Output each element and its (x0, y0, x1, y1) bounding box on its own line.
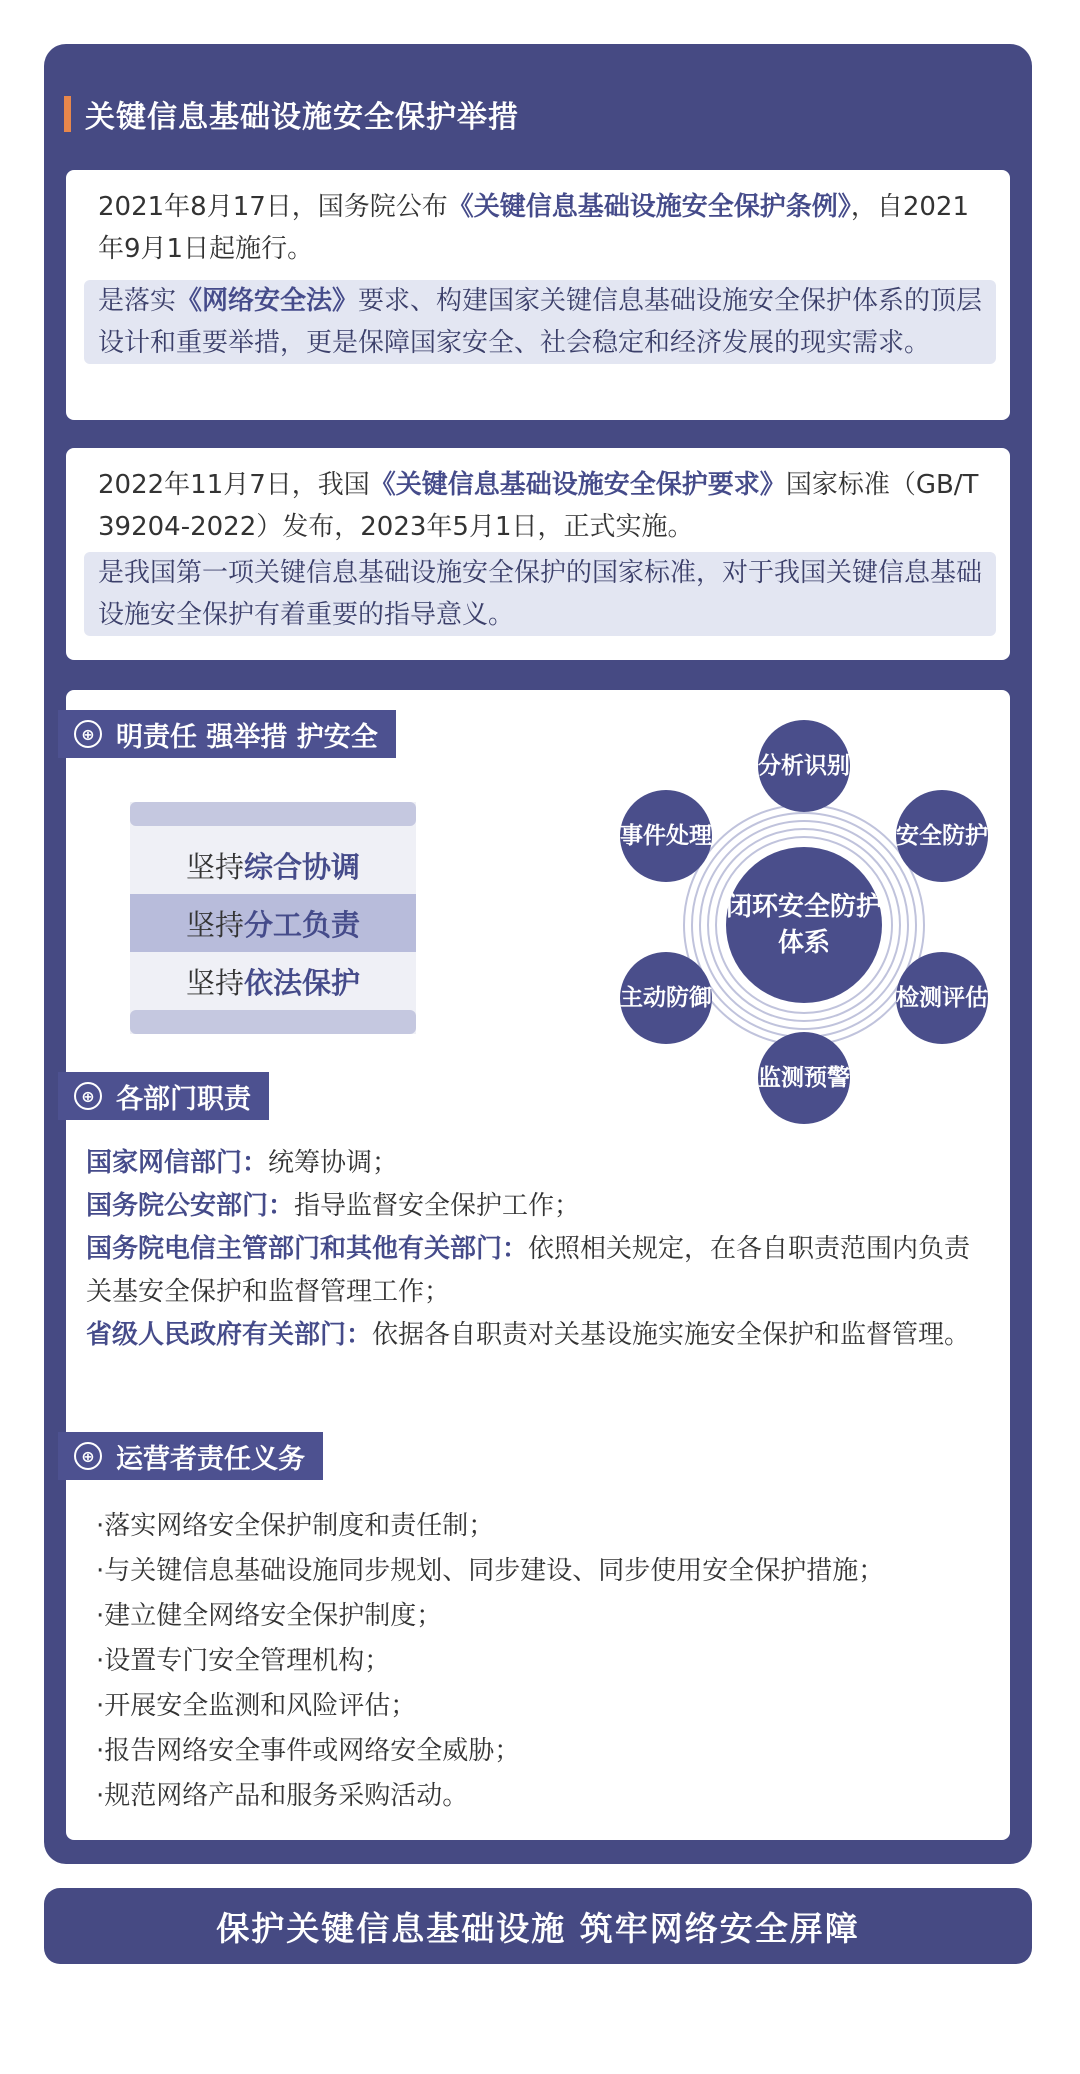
department-name: 国务院电信主管部门和其他有关部门： (86, 1234, 529, 1264)
principle-prefix: 坚持 (185, 965, 244, 1000)
department-duty-text: 指导监督安全保护工作； (294, 1191, 581, 1221)
standard-title: 《关键信息基础设施安全保护要求》 (369, 470, 786, 500)
standard-intro (98, 464, 990, 548)
department-name: 国务院公安部门： (86, 1191, 295, 1221)
list-item: ·落实网络安全保护制度和责任制； (96, 1511, 495, 1541)
list-item: ·建立健全网络安全保护制度； (96, 1601, 443, 1631)
regulation-title: 《关键信息基础设施安全保护条例》 (447, 192, 851, 222)
shield-icon: ⊕ (74, 720, 102, 748)
principle-highlight: 综合协调 (244, 849, 361, 884)
department-duty-text: 依据各自职责对关基设施实施安全保护和监督管理。 (372, 1320, 971, 1350)
principle-item (130, 836, 416, 894)
cycle-node: 监测预警 (758, 1032, 850, 1124)
principle-item (130, 952, 416, 1010)
principles-top-cap (130, 802, 416, 826)
regulation-intro (98, 186, 990, 270)
department-duty (86, 1142, 990, 1185)
cycle-center: 闭环安全防护体系 (726, 847, 882, 1003)
closed-loop-diagram (599, 720, 1019, 1160)
section-title-measures: 明责任 强举措 护安全 (116, 721, 378, 753)
page-title (64, 94, 519, 134)
section-tag-operators (58, 1432, 323, 1480)
principles-bottom-cap (130, 1010, 416, 1034)
principles-block (130, 802, 416, 1034)
list-item: ·报告网络安全事件或网络安全威胁； (96, 1736, 521, 1766)
section-title-departments: 各部门职责 (116, 1083, 251, 1115)
section-tag-departments (58, 1072, 269, 1120)
regulation-intro-text: 2021年8月17日，国务院公布 (98, 192, 448, 222)
department-duty-text: 统筹协调； (268, 1148, 399, 1178)
list-item: ·与关键信息基础设施同步规划、同步建设、同步使用安全保护措施； (96, 1556, 885, 1586)
department-name: 省级人民政府有关部门： (86, 1320, 373, 1350)
department-duty (86, 1228, 990, 1314)
title-accent-bar (64, 96, 71, 132)
cycle-node: 检测评估 (896, 952, 988, 1044)
principle-prefix: 坚持 (185, 849, 244, 884)
cycle-node: 安全防护 (896, 790, 988, 882)
operator-duty-list (96, 1504, 884, 1819)
principle-highlight: 分工负责 (244, 907, 361, 942)
regulation-desc-text: 是落实 (98, 286, 177, 316)
list-item: ·规范网络产品和服务采购活动。 (96, 1781, 469, 1811)
principle-highlight: 依法保护 (244, 965, 361, 1000)
department-duty (86, 1314, 990, 1357)
section-tag-measures (58, 710, 396, 758)
standard-description: 是我国第一项关键信息基础设施安全保护的国家标准，对于我国关键信息基础设施安全保护有着重要的指导意义。 (84, 552, 996, 636)
department-name: 国家网信部门： (86, 1148, 269, 1178)
slogan-banner: 保护关键信息基础设施 筑牢网络安全屏障 (44, 1888, 1032, 1964)
regulation-desc-rest: 要求、构建国家关键信息基础设施安全保护体系的顶层设计和重要举措，更是保障国家安全、社会稳定和经济发展的现实需求。 (98, 286, 983, 358)
standard-intro-text: 2022年11月7日，我国 (98, 470, 370, 500)
regulation-effective-text: ，自2021年9月1日起施行。 (98, 192, 969, 264)
list-item: ·开展安全监测和风险评估； (96, 1691, 417, 1721)
cycle-node: 分析识别 (758, 720, 850, 812)
department-duty (86, 1185, 990, 1228)
principle-item (130, 894, 416, 952)
cycle-node: 主动防御 (620, 952, 712, 1044)
standard-effective-text: 国家标准（GB/T 39204-2022）发布，2023年5月1日，正式实施。 (98, 470, 979, 542)
responsibilities-card (66, 690, 1010, 1840)
shield-icon: ⊕ (74, 1442, 102, 1470)
section-title-operators: 运营者责任义务 (116, 1443, 305, 1475)
cycle-node: 事件处理 (620, 790, 712, 882)
regulation-description (84, 280, 996, 364)
page-title-text: 关键信息基础设施安全保护举措 (85, 100, 519, 135)
regulation-card (66, 170, 1010, 420)
cybersecurity-law-title: 《网络安全法》 (176, 286, 359, 316)
department-duty-text: 依照相关规定，在各自职责范围内负责关基安全保护和监督管理工作； (86, 1234, 971, 1307)
shield-icon: ⊕ (74, 1082, 102, 1110)
standard-card (66, 448, 1010, 660)
list-item: ·设置专门安全管理机构； (96, 1646, 391, 1676)
principle-prefix: 坚持 (185, 907, 244, 942)
